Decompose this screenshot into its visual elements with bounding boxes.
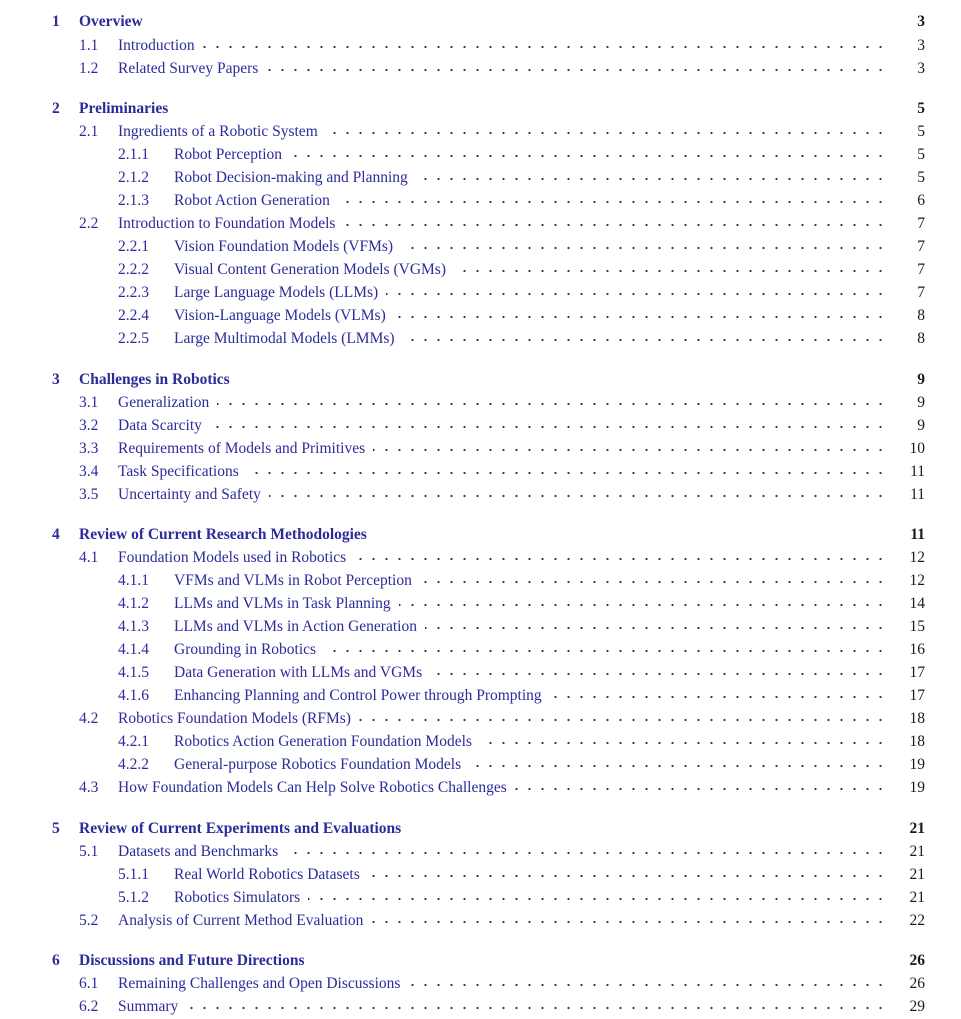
toc-entry-page-number[interactable]: 10 xyxy=(909,440,925,457)
toc-entry-title[interactable]: Large Multimodal Models (LMMs) xyxy=(174,330,395,347)
toc-entry-page-number[interactable]: 18 xyxy=(909,733,925,750)
toc-dot-leader xyxy=(338,190,887,212)
toc-entry-title[interactable]: Uncertainty and Safety xyxy=(118,486,261,503)
toc-dot-leader xyxy=(399,593,887,615)
toc-dot-leader xyxy=(326,121,887,143)
toc-entry-section[interactable] xyxy=(0,415,961,437)
toc-entry-number[interactable]: 4.2.2 xyxy=(118,756,149,773)
toc-entry-page-number[interactable]: 7 xyxy=(917,261,925,278)
toc-entry-number[interactable]: 3.4 xyxy=(79,463,99,480)
toc-entry-page-number[interactable]: 3 xyxy=(917,60,925,77)
toc-entry-page-number[interactable]: 9 xyxy=(917,394,925,411)
toc-entry-title[interactable]: Real World Robotics Datasets xyxy=(174,866,360,883)
toc-entry-number[interactable]: 4.1.2 xyxy=(118,595,149,612)
toc-entry-page-number[interactable]: 21 xyxy=(909,843,925,860)
toc-entry-number[interactable]: 4 xyxy=(52,526,60,543)
toc-entry-number[interactable]: 5.1.1 xyxy=(118,866,149,883)
toc-dot-leader xyxy=(515,777,887,799)
toc-entry-title[interactable]: Related Survey Papers xyxy=(118,60,259,77)
toc-dot-leader xyxy=(266,58,887,80)
toc-entry-title[interactable]: Review of Current Research Methodologies xyxy=(79,526,367,543)
toc-dot-leader xyxy=(247,461,887,483)
toc-entry-chapter[interactable] xyxy=(0,524,961,546)
toc-entry-page-number[interactable]: 12 xyxy=(909,549,925,566)
toc-dot-leader xyxy=(359,708,887,730)
toc-entry-sub[interactable] xyxy=(0,593,961,615)
toc-entry-section[interactable] xyxy=(0,777,961,799)
toc-dot-leader xyxy=(469,754,887,776)
toc-entry-page-number[interactable]: 14 xyxy=(909,595,925,612)
toc-entry-number[interactable]: 2.1.3 xyxy=(118,192,149,209)
toc-entry-sub[interactable] xyxy=(0,144,961,166)
toc-entry-number[interactable]: 3.1 xyxy=(79,394,99,411)
toc-entry-chapter[interactable] xyxy=(0,950,961,972)
toc-entry-page-number[interactable]: 6 xyxy=(917,192,925,209)
toc-entry-page-number[interactable]: 9 xyxy=(917,417,925,434)
toc-entry-sub[interactable] xyxy=(0,754,961,776)
toc-entry-title[interactable]: Vision Foundation Models (VFMs) xyxy=(174,238,394,255)
toc-entry-page-number[interactable]: 29 xyxy=(909,998,925,1015)
toc-entry-title[interactable]: Remaining Challenges and Open Discussions xyxy=(118,975,401,992)
toc-entry-number[interactable]: 4.2 xyxy=(79,710,99,727)
toc-entry-title[interactable]: Ingredients of a Robotic System xyxy=(118,123,318,140)
toc-entry-page-number[interactable]: 18 xyxy=(909,710,925,727)
toc-entry-title[interactable]: LLMs and VLMs in Action Generation xyxy=(174,618,417,635)
toc-dot-leader xyxy=(430,662,887,684)
toc-entry-title[interactable]: How Foundation Models Can Help Solve Robotics Challenges xyxy=(118,779,507,796)
toc-entry-number[interactable]: 4.2.1 xyxy=(118,733,149,750)
toc-dot-leader xyxy=(354,547,887,569)
toc-entry-page-number[interactable]: 11 xyxy=(910,463,925,480)
toc-entry-sub[interactable] xyxy=(0,190,961,212)
toc-entry-title[interactable]: VFMs and VLMs in Robot Perception xyxy=(174,572,412,589)
toc-entry-sub[interactable] xyxy=(0,616,961,638)
toc-entry-number[interactable]: 2.1.1 xyxy=(118,146,149,163)
toc-entry-section[interactable] xyxy=(0,392,961,414)
toc-dot-leader xyxy=(403,328,887,350)
toc-entry-number[interactable]: 5.1.2 xyxy=(118,889,149,906)
toc-entry-page-number[interactable]: 21 xyxy=(909,889,925,906)
toc-entry-section[interactable] xyxy=(0,708,961,730)
toc-entry-number[interactable]: 3 xyxy=(52,371,60,388)
toc-entry-number[interactable]: 6.2 xyxy=(79,998,99,1015)
toc-dot-leader xyxy=(401,236,887,258)
toc-entry-title[interactable]: Task Specifications xyxy=(118,463,239,480)
toc-entry-number[interactable]: 4.3 xyxy=(79,779,99,796)
toc-entry-title[interactable]: Introduction to Foundation Models xyxy=(118,215,336,232)
toc-entry-section[interactable] xyxy=(0,996,961,1018)
toc-entry-title[interactable]: LLMs and VLMs in Task Planning xyxy=(174,595,391,612)
toc-dot-leader xyxy=(210,415,887,437)
toc-entry-number[interactable]: 4.1.1 xyxy=(118,572,149,589)
toc-entry-sub[interactable] xyxy=(0,328,961,350)
toc-entry-number[interactable]: 6 xyxy=(52,952,60,969)
toc-dot-leader xyxy=(286,841,887,863)
toc-entry-title[interactable]: Robot Perception xyxy=(174,146,283,163)
toc-entry-sub[interactable] xyxy=(0,887,961,909)
toc-entry-title[interactable]: Robotics Simulators xyxy=(174,889,301,906)
toc-entry-number[interactable]: 2.1 xyxy=(79,123,99,140)
toc-entry-sub[interactable] xyxy=(0,282,961,304)
toc-entry-title[interactable]: Review of Current Experiments and Evaluations xyxy=(79,820,402,837)
toc-entry-section[interactable] xyxy=(0,484,961,506)
toc-entry-page-number[interactable]: 5 xyxy=(917,169,925,186)
toc-entry-page-number[interactable]: 26 xyxy=(909,975,925,992)
toc-entry-page-number[interactable]: 19 xyxy=(909,756,925,773)
toc-dot-leader xyxy=(290,144,887,166)
toc-entry-title[interactable]: Analysis of Current Method Evaluation xyxy=(118,912,364,929)
toc-dot-leader xyxy=(416,167,887,189)
toc-entry-title[interactable]: Robot Action Generation xyxy=(174,192,330,209)
toc-entry-page-number[interactable]: 7 xyxy=(917,238,925,255)
toc-entry-page-number[interactable]: 3 xyxy=(917,13,925,30)
toc-entry-page-number[interactable]: 11 xyxy=(910,486,925,503)
toc-entry-title[interactable]: Visual Content Generation Models (VGMs) xyxy=(174,261,446,278)
toc-entry-section[interactable] xyxy=(0,121,961,143)
toc-entry-page-number[interactable]: 7 xyxy=(917,215,925,232)
toc-entry-chapter[interactable] xyxy=(0,98,961,120)
toc-dot-leader xyxy=(425,616,887,638)
toc-entry-number[interactable]: 2.2.1 xyxy=(118,238,149,255)
toc-entry-title[interactable]: Data Scarcity xyxy=(118,417,202,434)
toc-entry-section[interactable] xyxy=(0,213,961,235)
toc-entry-page-number[interactable]: 5 xyxy=(917,100,925,117)
toc-entry-page-number[interactable]: 17 xyxy=(909,687,925,704)
toc-dot-leader xyxy=(454,259,887,281)
toc-dot-leader xyxy=(324,639,887,661)
toc-entry-sub[interactable] xyxy=(0,731,961,753)
toc-entry-number[interactable]: 5 xyxy=(52,820,60,837)
toc-dot-leader xyxy=(203,35,887,57)
toc-dot-leader xyxy=(394,305,887,327)
toc-entry-sub[interactable] xyxy=(0,259,961,281)
toc-entry-sub[interactable] xyxy=(0,662,961,684)
toc-entry-number[interactable]: 2.2 xyxy=(79,215,99,232)
toc-entry-page-number[interactable]: 19 xyxy=(909,779,925,796)
toc-dot-leader xyxy=(373,438,887,460)
toc-entry-number[interactable]: 2.2.2 xyxy=(118,261,149,278)
toc-entry-number[interactable]: 1 xyxy=(52,13,60,30)
toc-entry-page-number[interactable]: 26 xyxy=(909,952,925,969)
toc-entry-number[interactable]: 2 xyxy=(52,100,60,117)
toc-entry-title[interactable]: Vision-Language Models (VLMs) xyxy=(174,307,386,324)
toc-entry-number[interactable]: 3.2 xyxy=(79,417,99,434)
toc-entry-page-number[interactable]: 3 xyxy=(917,37,925,54)
toc-entry-number[interactable]: 4.1.5 xyxy=(118,664,149,681)
toc-entry-chapter[interactable] xyxy=(0,818,961,840)
toc-entry-title[interactable]: Data Generation with LLMs and VGMs xyxy=(174,664,423,681)
toc-entry-sub[interactable] xyxy=(0,570,961,592)
toc-entry-title[interactable]: Large Language Models (LLMs) xyxy=(174,284,379,301)
toc-entry-section[interactable] xyxy=(0,461,961,483)
toc-entry-number[interactable]: 5.1 xyxy=(79,843,99,860)
toc-entry-section[interactable] xyxy=(0,438,961,460)
toc-entry-number[interactable]: 5.2 xyxy=(79,912,99,929)
toc-dot-leader xyxy=(308,887,887,909)
toc-entry-sub[interactable] xyxy=(0,167,961,189)
toc-entry-chapter[interactable] xyxy=(0,369,961,391)
toc-entry-section[interactable] xyxy=(0,973,961,995)
toc-entry-title[interactable]: Preliminaries xyxy=(79,100,169,117)
toc-dot-leader xyxy=(186,996,887,1018)
toc-entry-title[interactable]: Robotics Action Generation Foundation Models xyxy=(174,733,472,750)
toc-entry-page-number[interactable]: 21 xyxy=(909,820,925,837)
toc-entry-sub[interactable] xyxy=(0,305,961,327)
toc-entry-sub[interactable] xyxy=(0,864,961,886)
toc-entry-number[interactable]: 6.1 xyxy=(79,975,99,992)
toc-entry-title[interactable]: Datasets and Benchmarks xyxy=(118,843,279,860)
toc-entry-number[interactable]: 4.1 xyxy=(79,549,99,566)
toc-entry-number[interactable]: 2.2.5 xyxy=(118,330,149,347)
toc-entry-title[interactable]: Generalization xyxy=(118,394,210,411)
toc-entry-title[interactable]: Summary xyxy=(118,998,179,1015)
toc-entry-page-number[interactable]: 15 xyxy=(909,618,925,635)
toc-entry-title[interactable]: Robotics Foundation Models (RFMs) xyxy=(118,710,351,727)
toc-entry-title[interactable]: General-purpose Robotics Foundation Models xyxy=(174,756,462,773)
toc-entry-page-number[interactable]: 16 xyxy=(909,641,925,658)
toc-dot-leader xyxy=(343,213,887,235)
toc-entry-page-number[interactable]: 8 xyxy=(917,330,925,347)
toc-dot-leader xyxy=(269,484,887,506)
toc-entry-page-number[interactable]: 5 xyxy=(917,146,925,163)
toc-dot-leader xyxy=(217,392,887,414)
toc-dot-leader xyxy=(368,864,887,886)
toc-entry-title[interactable]: Grounding in Robotics xyxy=(174,641,317,658)
toc-entry-sub[interactable] xyxy=(0,685,961,707)
toc-entry-number[interactable]: 4.1.6 xyxy=(118,687,149,704)
toc-entry-title[interactable]: Overview xyxy=(79,13,143,30)
toc-entry-section[interactable] xyxy=(0,35,961,57)
toc-entry-page-number[interactable]: 21 xyxy=(909,866,925,883)
toc-dot-leader xyxy=(420,570,887,592)
toc-entry-sub[interactable] xyxy=(0,236,961,258)
toc-entry-number[interactable]: 2.2.4 xyxy=(118,307,149,324)
toc-entry-number[interactable]: 2.1.2 xyxy=(118,169,149,186)
toc-entry-page-number[interactable]: 7 xyxy=(917,284,925,301)
toc-entry-title[interactable]: Introduction xyxy=(118,37,195,54)
toc-entry-title[interactable]: Requirements of Models and Primitives xyxy=(118,440,366,457)
toc-entry-section[interactable] xyxy=(0,910,961,932)
toc-entry-number[interactable]: 1.1 xyxy=(79,37,99,54)
toc-entry-chapter[interactable] xyxy=(0,11,961,33)
toc-entry-title[interactable]: Challenges in Robotics xyxy=(79,371,230,388)
toc-entry-title[interactable]: Enhancing Planning and Control Power through Prompting xyxy=(174,687,542,704)
toc-entry-title[interactable]: Robot Decision-making and Planning xyxy=(174,169,408,186)
toc-entry-page-number[interactable]: 17 xyxy=(909,664,925,681)
toc-entry-section[interactable] xyxy=(0,841,961,863)
toc-entry-page-number[interactable]: 12 xyxy=(909,572,925,589)
toc-entry-number[interactable]: 4.1.3 xyxy=(118,618,149,635)
toc-entry-page-number[interactable]: 9 xyxy=(917,371,925,388)
toc-entry-page-number[interactable]: 8 xyxy=(917,307,925,324)
toc-entry-number[interactable]: 2.2.3 xyxy=(118,284,149,301)
toc-entry-sub[interactable] xyxy=(0,639,961,661)
toc-entry-number[interactable]: 4.1.4 xyxy=(118,641,149,658)
toc-entry-page-number[interactable]: 5 xyxy=(917,123,925,140)
toc-dot-leader xyxy=(550,685,887,707)
toc-dot-leader xyxy=(386,282,887,304)
toc-entry-number[interactable]: 1.2 xyxy=(79,60,99,77)
toc-entry-number[interactable]: 3.3 xyxy=(79,440,99,457)
toc-entry-title[interactable]: Discussions and Future Directions xyxy=(79,952,305,969)
toc-entry-page-number[interactable]: 11 xyxy=(910,526,925,543)
toc-entry-title[interactable]: Foundation Models used in Robotics xyxy=(118,549,347,566)
toc-dot-leader xyxy=(371,910,887,932)
toc-dot-leader xyxy=(408,973,887,995)
toc-entry-section[interactable] xyxy=(0,58,961,80)
toc-entry-number[interactable]: 3.5 xyxy=(79,486,99,503)
toc-entry-section[interactable] xyxy=(0,547,961,569)
toc-dot-leader xyxy=(480,731,887,753)
toc-entry-page-number[interactable]: 22 xyxy=(909,912,925,929)
